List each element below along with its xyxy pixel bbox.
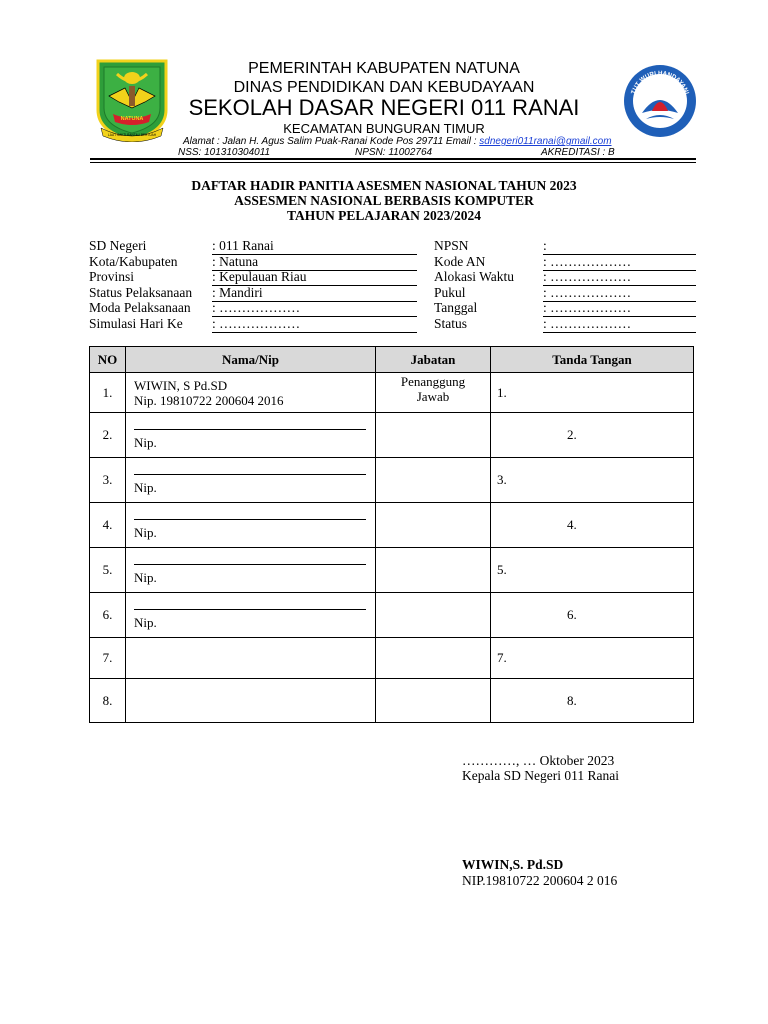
info-label-left: Status Pelaksanaan [89,285,193,300]
table-row [90,373,694,413]
signature-cell[interactable] [491,548,694,593]
info-value-right: : ……………… [543,300,632,315]
name-blank-line [134,421,366,430]
name-cell [126,679,376,723]
member-nip: Nip. 19810722 200604 2016 [134,392,284,408]
info-label-right: Alokasi Waktu [434,269,515,284]
jabatan-cell [376,638,491,679]
name-cell [126,458,376,503]
row-number: 2. [90,413,126,458]
info-value-left: : ……………… [212,300,301,315]
row-number: 8. [90,679,126,723]
name-blank-line [134,601,366,610]
row-number: 7. [90,638,126,679]
footer-signer-nip: NIP.19810722 200604 2 016 [462,873,618,888]
jabatan-cell [376,679,491,723]
member-nip: Nip. [134,569,157,585]
member-name: WIWIN, S Pd.SD [134,377,228,393]
signature-number: 1. [497,384,507,400]
doc-title-1: DAFTAR HADIR PANITIA ASESMEN NASIONAL TAHUN 2023 [191,178,577,193]
info-label-left: Kota/Kabupaten [89,254,178,269]
info-label-right: Pukul [434,285,466,300]
info-value-left: : 011 Ranai [212,238,274,253]
header-akreditasi: AKREDITASI : B [541,147,615,158]
signature-number: 6. [567,607,577,622]
info-underline [212,331,417,333]
member-jabatan: Penanggung Jawab [400,373,466,404]
name-cell [126,503,376,548]
header-district: KECAMATAN BUNGURAN TIMUR [283,121,485,136]
header-divider-thick [90,158,696,160]
signature-cell[interactable] [491,638,694,679]
header-jabatan: Jabatan [376,347,491,373]
email-link[interactable]: sdnegeri011ranai@gmail.com [479,136,612,147]
signature-cell[interactable] [491,593,694,638]
header-divider-thin [90,162,696,163]
header-line-department: DINAS PENDIDIKAN DAN KEBUDAYAAN [233,79,535,96]
table-row [90,413,694,458]
table-row [90,679,694,723]
member-nip: Nip. [134,479,157,495]
info-label-left: Simulasi Hari Ke [89,316,183,331]
info-value-left: : Natuna [212,254,259,269]
member-nip: Nip. [134,614,157,630]
doc-title-2: ASSESMEN NASIONAL BERBASIS KOMPUTER [234,193,534,208]
table-row [90,593,694,638]
signature-cell[interactable] [491,373,694,413]
jabatan-cell [376,548,491,593]
info-value-left: : Mandiri [212,285,263,300]
table-row [90,458,694,503]
footer-date: …………, … Oktober 2023 [462,753,615,768]
info-label-right: Kode AN [434,254,486,269]
jabatan-cell [376,593,491,638]
header-tanda-tangan: Tanda Tangan [491,347,694,373]
signature-cell[interactable] [491,458,694,503]
name-blank-line [134,466,366,475]
table-row [90,638,694,679]
jabatan-cell [376,503,491,548]
header-school-name: SEKOLAH DASAR NEGERI 011 RANAI [188,95,580,120]
header-nama-nip: Nama/Nip [126,347,376,373]
attendance-table [89,346,694,723]
signature-cell[interactable] [491,679,694,723]
row-number: 4. [90,503,126,548]
info-value-right: : ……………… [543,285,632,300]
signature-cell[interactable] [491,413,694,458]
logo-left-motto: LAUT SAKTI RANTAU BERTUAH [108,133,156,137]
jabatan-cell [376,458,491,503]
info-value-right: : ……………… [543,254,632,269]
signature-number: 3. [497,472,507,487]
name-cell [126,593,376,638]
logo-right-text: TUT WURI HANDAYANI [630,69,691,96]
info-label-right: Status [434,316,468,331]
info-underline [543,331,696,333]
info-value-right: : ……………… [543,316,632,331]
header-no: NO [90,347,126,373]
row-number: 6. [90,593,126,638]
header-line-government: PEMERINTAH KABUPATEN NATUNA [248,60,520,77]
signature-number: 4. [567,517,577,532]
signature-cell[interactable] [491,503,694,548]
footer-position: Kepala SD Negeri 011 Ranai [462,768,619,783]
signature-number: 2. [567,427,577,442]
member-nip: Nip. [134,434,157,450]
member-nip: Nip. [134,524,157,540]
table-header-row [90,347,694,373]
logo-left-text: NATUNA [120,116,144,122]
info-label-right: NPSN [434,238,469,253]
table-row [90,503,694,548]
info-label-right: Tanggal [434,300,478,315]
info-label-left: Provinsi [89,269,135,284]
name-cell [126,638,376,679]
info-value-left: : Kepulauan Riau [212,269,307,284]
header-nss: NSS: 101310304011 [178,147,271,158]
signature-number: 8. [567,692,577,708]
name-blank-line [134,556,366,565]
info-value-right: : ……………… [543,269,632,284]
header-npsn: NPSN: 11002764 [355,147,433,158]
jabatan-cell [376,413,491,458]
address-text: Alamat : Jalan H. Agus Salim Puak-Ranai Kode Pos 29711 Email : [183,136,480,147]
name-cell [126,413,376,458]
footer-signer-name: WIWIN,S. Pd.SD [462,857,564,872]
signature-number: 7. [497,650,507,665]
info-value-left: : ……………… [212,316,301,331]
header-address [183,136,612,147]
name-cell [126,373,376,413]
row-number: 5. [90,548,126,593]
table-row [90,548,694,593]
info-label-left: Moda Pelaksanaan [89,300,191,315]
row-number: 1. [90,373,126,413]
signature-number: 5. [497,562,507,577]
info-label-left: SD Negeri [89,238,147,253]
doc-title-3: TAHUN PELAJARAN 2023/2024 [286,208,481,223]
jabatan-cell [376,373,491,413]
info-value-right: : [543,238,547,253]
name-blank-line [134,511,366,520]
name-cell [126,548,376,593]
row-number: 3. [90,458,126,503]
